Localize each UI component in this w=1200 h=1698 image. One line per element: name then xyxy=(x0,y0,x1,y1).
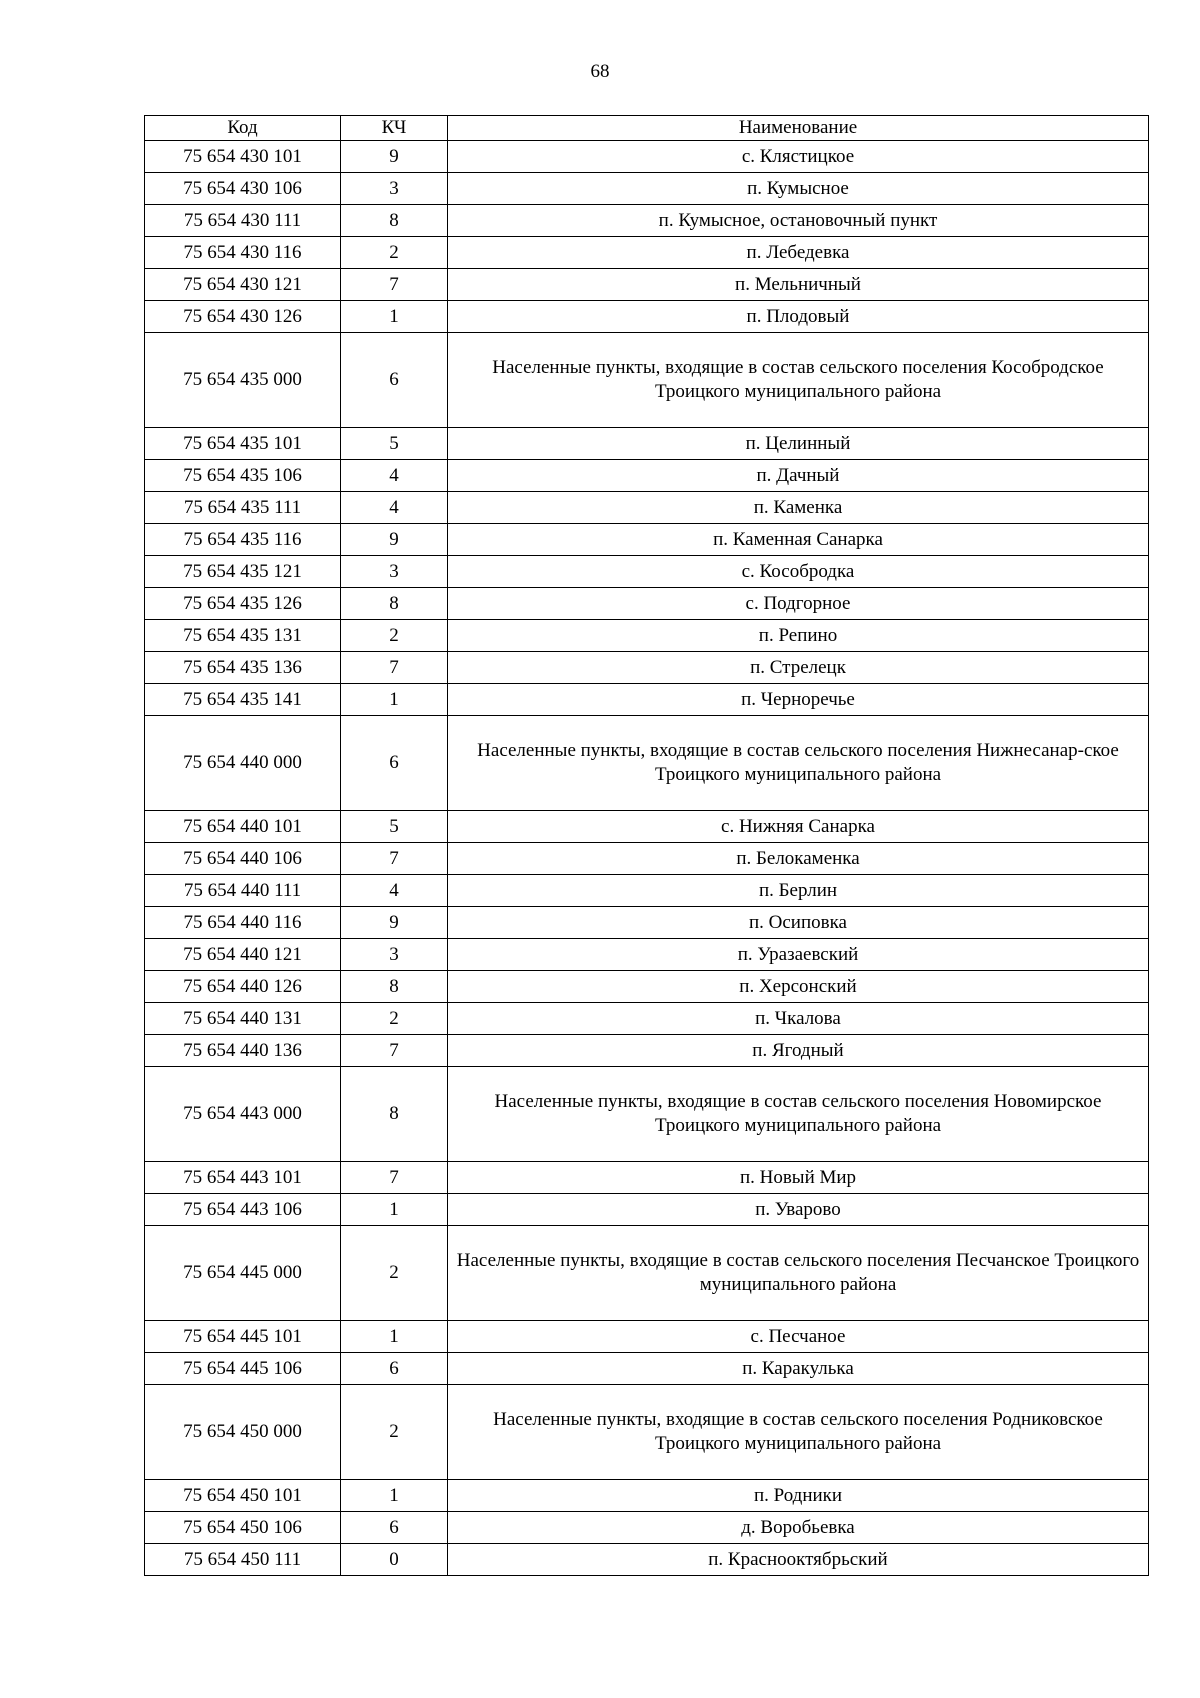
cell-name: Населенные пункты, входящие в состав сельского поселения Кособродское Троицкого муниципального района xyxy=(448,333,1149,428)
table-row xyxy=(145,684,1149,716)
cell-name: с. Подгорное xyxy=(448,588,1149,620)
table-row xyxy=(145,1512,1149,1544)
cell-code: 75 654 435 106 xyxy=(145,460,341,492)
cell-code: 75 654 430 116 xyxy=(145,237,341,269)
cell-code: 75 654 430 121 xyxy=(145,269,341,301)
cell-kch: 2 xyxy=(341,1385,448,1480)
cell-code: 75 654 430 111 xyxy=(145,205,341,237)
table-row xyxy=(145,301,1149,333)
cell-kch: 8 xyxy=(341,1067,448,1162)
cell-name: п. Мельничный xyxy=(448,269,1149,301)
cell-name: п. Лебедевка xyxy=(448,237,1149,269)
cell-kch: 9 xyxy=(341,907,448,939)
header-name: Наименование xyxy=(448,116,1149,141)
table-row xyxy=(145,1003,1149,1035)
table-row xyxy=(145,1544,1149,1576)
cell-name: Населенные пункты, входящие в состав сельского поселения Песчанское Троицкого муниципального района xyxy=(448,1226,1149,1321)
cell-name: п. Ягодный xyxy=(448,1035,1149,1067)
cell-code: 75 654 440 111 xyxy=(145,875,341,907)
cell-kch: 5 xyxy=(341,428,448,460)
table-row xyxy=(145,1353,1149,1385)
table-row xyxy=(145,971,1149,1003)
table-row xyxy=(145,843,1149,875)
cell-kch: 2 xyxy=(341,620,448,652)
cell-code: 75 654 435 101 xyxy=(145,428,341,460)
table-row xyxy=(145,907,1149,939)
cell-kch: 2 xyxy=(341,1226,448,1321)
cell-code: 75 654 450 106 xyxy=(145,1512,341,1544)
cell-code: 75 654 440 121 xyxy=(145,939,341,971)
table-row xyxy=(145,620,1149,652)
table-row xyxy=(145,237,1149,269)
cell-code: 75 654 445 000 xyxy=(145,1226,341,1321)
cell-code: 75 654 430 106 xyxy=(145,173,341,205)
cell-kch: 6 xyxy=(341,716,448,811)
table-row xyxy=(145,492,1149,524)
table-row xyxy=(145,1480,1149,1512)
cell-code: 75 654 435 141 xyxy=(145,684,341,716)
cell-code: 75 654 450 101 xyxy=(145,1480,341,1512)
cell-code: 75 654 440 136 xyxy=(145,1035,341,1067)
cell-kch: 0 xyxy=(341,1544,448,1576)
cell-kch: 8 xyxy=(341,205,448,237)
cell-code: 75 654 440 106 xyxy=(145,843,341,875)
cell-code: 75 654 435 131 xyxy=(145,620,341,652)
cell-code: 75 654 435 000 xyxy=(145,333,341,428)
cell-kch: 8 xyxy=(341,588,448,620)
cell-name: п. Новый Мир xyxy=(448,1162,1149,1194)
table-row xyxy=(145,556,1149,588)
header-kch: КЧ xyxy=(341,116,448,141)
table-row xyxy=(145,875,1149,907)
cell-name: Населенные пункты, входящие в состав сельского поселения Нижнесанар-ское Троицкого муниципального района xyxy=(448,716,1149,811)
cell-code: 75 654 435 136 xyxy=(145,652,341,684)
table-row xyxy=(145,460,1149,492)
cell-code: 75 654 430 101 xyxy=(145,141,341,173)
cell-name: д. Воробьевка xyxy=(448,1512,1149,1544)
table-body xyxy=(145,141,1149,1576)
table-row xyxy=(145,524,1149,556)
cell-name: п. Белокаменка xyxy=(448,843,1149,875)
cell-name: с. Кособродка xyxy=(448,556,1149,588)
table-header xyxy=(145,116,1149,141)
cell-name: п. Дачный xyxy=(448,460,1149,492)
table-row xyxy=(145,173,1149,205)
cell-code: 75 654 435 126 xyxy=(145,588,341,620)
cell-kch: 1 xyxy=(341,301,448,333)
cell-name: с. Песчаное xyxy=(448,1321,1149,1353)
cell-kch: 1 xyxy=(341,1480,448,1512)
cell-name: п. Плодовый xyxy=(448,301,1149,333)
cell-name: с. Нижняя Санарка xyxy=(448,811,1149,843)
table-row xyxy=(145,939,1149,971)
cell-name: п. Стрелецк xyxy=(448,652,1149,684)
cell-kch: 8 xyxy=(341,971,448,1003)
classifier-table xyxy=(144,115,1149,1576)
cell-kch: 1 xyxy=(341,1194,448,1226)
table-row xyxy=(145,269,1149,301)
cell-kch: 6 xyxy=(341,1353,448,1385)
cell-kch: 4 xyxy=(341,875,448,907)
cell-kch: 3 xyxy=(341,556,448,588)
cell-kch: 3 xyxy=(341,173,448,205)
cell-name: п. Краснооктябрьский xyxy=(448,1544,1149,1576)
cell-name: п. Уразаевский xyxy=(448,939,1149,971)
cell-name: Населенные пункты, входящие в состав сельского поселения Новомирское Троицкого муниципального района xyxy=(448,1067,1149,1162)
header-code: Код xyxy=(145,116,341,141)
cell-name: п. Целинный xyxy=(448,428,1149,460)
cell-kch: 3 xyxy=(341,939,448,971)
cell-kch: 2 xyxy=(341,237,448,269)
cell-kch: 4 xyxy=(341,492,448,524)
table-row xyxy=(145,141,1149,173)
table-row-group xyxy=(145,1385,1149,1480)
cell-kch: 1 xyxy=(341,684,448,716)
cell-code: 75 654 440 116 xyxy=(145,907,341,939)
cell-code: 75 654 443 106 xyxy=(145,1194,341,1226)
cell-kch: 7 xyxy=(341,1035,448,1067)
cell-kch: 7 xyxy=(341,652,448,684)
cell-name: п. Каменная Санарка xyxy=(448,524,1149,556)
cell-name: п. Чкалова xyxy=(448,1003,1149,1035)
cell-code: 75 654 445 106 xyxy=(145,1353,341,1385)
cell-name: п. Кумысное, остановочный пункт xyxy=(448,205,1149,237)
cell-kch: 7 xyxy=(341,1162,448,1194)
cell-kch: 7 xyxy=(341,843,448,875)
cell-kch: 9 xyxy=(341,141,448,173)
cell-code: 75 654 430 126 xyxy=(145,301,341,333)
header-row xyxy=(145,116,1149,141)
cell-kch: 4 xyxy=(341,460,448,492)
cell-code: 75 654 443 101 xyxy=(145,1162,341,1194)
cell-name: п. Херсонский xyxy=(448,971,1149,1003)
table-row xyxy=(145,1035,1149,1067)
cell-name: п. Осиповка xyxy=(448,907,1149,939)
cell-name: п. Родники xyxy=(448,1480,1149,1512)
cell-kch: 5 xyxy=(341,811,448,843)
cell-code: 75 654 435 121 xyxy=(145,556,341,588)
table-row xyxy=(145,1321,1149,1353)
cell-code: 75 654 440 101 xyxy=(145,811,341,843)
cell-name: с. Клястицкое xyxy=(448,141,1149,173)
table-row xyxy=(145,652,1149,684)
table-row-group xyxy=(145,716,1149,811)
table-row xyxy=(145,1194,1149,1226)
cell-code: 75 654 440 126 xyxy=(145,971,341,1003)
page-number: 68 xyxy=(590,61,610,82)
table-row xyxy=(145,1162,1149,1194)
table-row-group xyxy=(145,1226,1149,1321)
cell-code: 75 654 440 131 xyxy=(145,1003,341,1035)
cell-name: п. Черноречье xyxy=(448,684,1149,716)
cell-name: Населенные пункты, входящие в состав сельского поселения Родниковское Троицкого муниципального района xyxy=(448,1385,1149,1480)
table-row xyxy=(145,428,1149,460)
cell-code: 75 654 450 111 xyxy=(145,1544,341,1576)
cell-name: п. Репино xyxy=(448,620,1149,652)
cell-kch: 1 xyxy=(341,1321,448,1353)
cell-code: 75 654 440 000 xyxy=(145,716,341,811)
cell-name: п. Каменка xyxy=(448,492,1149,524)
cell-kch: 6 xyxy=(341,333,448,428)
cell-kch: 7 xyxy=(341,269,448,301)
cell-kch: 6 xyxy=(341,1512,448,1544)
table-row-group xyxy=(145,1067,1149,1162)
cell-name: п. Берлин xyxy=(448,875,1149,907)
cell-name: п. Кумысное xyxy=(448,173,1149,205)
cell-code: 75 654 443 000 xyxy=(145,1067,341,1162)
table-row xyxy=(145,811,1149,843)
cell-kch: 2 xyxy=(341,1003,448,1035)
cell-name: п. Уварово xyxy=(448,1194,1149,1226)
cell-kch: 9 xyxy=(341,524,448,556)
table-row-group xyxy=(145,333,1149,428)
cell-code: 75 654 450 000 xyxy=(145,1385,341,1480)
table-row xyxy=(145,205,1149,237)
table-row xyxy=(145,588,1149,620)
cell-code: 75 654 435 116 xyxy=(145,524,341,556)
cell-code: 75 654 445 101 xyxy=(145,1321,341,1353)
cell-name: п. Каракулька xyxy=(448,1353,1149,1385)
cell-code: 75 654 435 111 xyxy=(145,492,341,524)
